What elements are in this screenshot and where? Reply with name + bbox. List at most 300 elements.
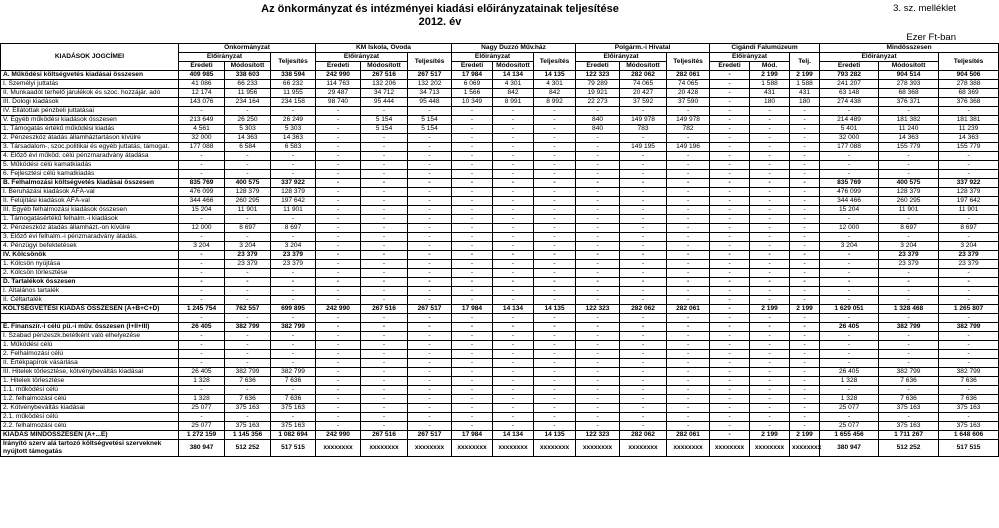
table-row [1,359,999,368]
table-cell: - [710,269,750,278]
table-cell: 375 163 [225,422,271,431]
table-row [1,332,999,341]
table-cell: - [939,287,999,296]
table-cell: - [271,215,316,224]
table-cell: - [225,161,271,170]
table-cell: - [710,296,750,305]
table-cell: - [408,359,452,368]
table-cell: - [939,278,999,287]
table-cell: - [361,107,408,116]
table-cell: 14 135 [534,431,576,440]
table-cell: - [939,350,999,359]
table-cell: 3 204 [225,242,271,251]
table-cell: - [493,134,534,143]
inst-header: Cigándi Falumúzeum [710,44,820,53]
table-cell: - [576,278,620,287]
table-cell: - [710,188,750,197]
table-cell: - [534,341,576,350]
table-cell: - [493,278,534,287]
table-cell: - [316,359,361,368]
table-cell: 282 062 [620,305,667,314]
table-cell: - [576,170,620,179]
table-cell: - [534,188,576,197]
table-cell: 26 405 [820,323,879,332]
table-cell: - [620,107,667,116]
table-cell: - [710,431,750,440]
table-cell: - [361,242,408,251]
table-cell: 2 199 [750,431,790,440]
table-cell: - [576,224,620,233]
document-year: 2012. év [418,16,462,28]
table-cell: 282 061 [667,305,710,314]
modositott-header: Módosított [879,62,939,71]
table-cell: - [361,197,408,206]
table-cell: 476 099 [179,188,225,197]
table-cell: - [667,170,710,179]
table-cell: - [790,224,820,233]
table-cell: 26 405 [820,368,879,377]
table-cell: - [361,377,408,386]
table-row [1,314,999,323]
table-cell: - [179,413,225,422]
table-cell: 380 947 [179,440,225,457]
table-cell: - [750,287,790,296]
table-cell: - [452,206,493,215]
table-cell: - [710,314,750,323]
table-cell: 11 956 [225,89,271,98]
row-label: 1. Támogatás értékű működési kiadás [1,125,179,134]
table-cell: - [225,413,271,422]
table-cell: - [790,359,820,368]
table-cell: - [493,377,534,386]
table-cell: - [316,368,361,377]
table-cell: - [820,359,879,368]
table-cell: - [790,413,820,422]
mod-header: Mód. [750,62,790,71]
table-cell: 23 379 [879,251,939,260]
table-cell: - [316,296,361,305]
table-cell: - [452,152,493,161]
table-cell: 375 163 [939,422,999,431]
table-cell: 2 199 [790,71,820,80]
table-row [1,116,999,125]
eloiranyzat-header: Előirányzat [452,53,534,62]
table-cell: 762 557 [225,305,271,314]
table-row [1,197,999,206]
table-row [1,80,999,89]
row-label [1,314,179,323]
table-cell: xxxxxxxx [667,440,710,457]
table-cell: - [576,350,620,359]
table-cell: 1 328 [179,377,225,386]
table-cell: - [710,260,750,269]
table-cell: - [576,143,620,152]
table-cell: 19 921 [576,89,620,98]
table-cell: 5 303 [271,125,316,134]
inst-header: KM Iskola, Óvoda [316,44,452,53]
table-cell: 376 368 [939,98,999,107]
table-row [1,350,999,359]
row-label: D. Tartalékok összesen [1,278,179,287]
table-cell: - [361,314,408,323]
table-cell: 267 516 [361,71,408,80]
row-label: III. Egyéb felhalmozási kiadások összesen [1,206,179,215]
table-cell: - [408,242,452,251]
table-cell: - [620,170,667,179]
table-cell: - [820,314,879,323]
table-cell: - [879,287,939,296]
table-cell: 149 978 [620,116,667,125]
table-cell: - [879,233,939,242]
table-cell: - [225,386,271,395]
table-cell: 1 245 754 [179,305,225,314]
row-label: I. Szabad pénzeszk.betétként való elhelyezése [1,332,179,341]
table-cell: - [576,395,620,404]
table-cell: - [750,188,790,197]
inst-header: Polgárm.-i Hivatal [576,44,710,53]
table-row [1,413,999,422]
table-cell: 6 069 [452,80,493,89]
table-cell: - [790,179,820,188]
table-cell: - [620,323,667,332]
table-cell: - [710,125,750,134]
table-cell: - [667,413,710,422]
table-cell: 132 206 [361,80,408,89]
table-cell: - [667,179,710,188]
table-cell: - [225,269,271,278]
table-cell: - [493,224,534,233]
table-cell: - [179,296,225,305]
table-cell: 5 154 [408,125,452,134]
table-cell: - [316,215,361,224]
table-cell: - [750,269,790,278]
table-cell: - [179,350,225,359]
table-cell: - [271,341,316,350]
table-cell: 282 061 [667,71,710,80]
table-cell: - [576,323,620,332]
table-cell: - [790,125,820,134]
table-cell: 382 799 [879,323,939,332]
annex-label: 3. sz. melléklet [893,3,956,14]
table-cell: 181 382 [879,116,939,125]
table-cell: - [361,161,408,170]
table-row [1,296,999,305]
table-cell: - [790,314,820,323]
table-cell: 904 514 [879,71,939,80]
row-label: I. Általános tartalék [1,287,179,296]
table-cell: 37 590 [667,98,710,107]
table-cell: - [620,350,667,359]
table-cell: - [408,287,452,296]
table-cell: 274 438 [820,98,879,107]
table-cell: - [316,125,361,134]
table-cell: 1 588 [750,80,790,89]
table-cell: - [452,323,493,332]
table-cell: 241 207 [820,80,879,89]
row-label: II. Munkaadót terhelő járulékok és szoc. hozzájár. adó [1,89,179,98]
table-cell: - [820,296,879,305]
table-cell: - [879,152,939,161]
table-cell: 95 444 [361,98,408,107]
table-cell: - [493,242,534,251]
table-cell: - [576,287,620,296]
table-cell: - [939,386,999,395]
table-row [1,224,999,233]
table-cell: 1 082 694 [271,431,316,440]
table-cell: - [271,269,316,278]
table-cell: 23 379 [271,260,316,269]
table-cell: 512 252 [879,440,939,457]
table-cell: 1 655 456 [820,431,879,440]
table-cell: - [452,179,493,188]
table-cell: - [750,116,790,125]
table-cell: - [750,296,790,305]
table-cell: 181 381 [939,116,999,125]
table-cell: - [361,188,408,197]
table-cell: - [452,296,493,305]
table-cell: - [620,314,667,323]
table-cell: - [408,179,452,188]
table-cell: - [534,332,576,341]
table-cell: - [750,179,790,188]
table-cell: - [667,260,710,269]
eredeti-header: Eredeti [576,62,620,71]
table-cell: 34 713 [408,89,452,98]
table-cell: 7 636 [271,395,316,404]
table-cell: - [493,197,534,206]
table-cell: 840 [576,116,620,125]
table-cell: - [408,368,452,377]
table-cell: - [620,161,667,170]
table-cell: - [361,251,408,260]
table-cell: - [271,152,316,161]
table-cell: - [271,278,316,287]
table-cell: - [710,287,750,296]
table-cell: - [493,116,534,125]
table-cell: xxxxxxxx [790,440,820,457]
table-cell: - [710,413,750,422]
row-label: II. Céltartalék [1,296,179,305]
table-cell: - [534,170,576,179]
row-label: 1. Kölcsön nyújtása [1,260,179,269]
table-cell: 5 154 [361,125,408,134]
table-cell: - [750,233,790,242]
table-cell: - [271,359,316,368]
table-cell: - [820,386,879,395]
table-cell: - [939,359,999,368]
table-cell: - [576,242,620,251]
table-cell: - [750,395,790,404]
table-cell: - [225,278,271,287]
table-cell: - [225,332,271,341]
table-cell: - [361,179,408,188]
table-cell: - [408,413,452,422]
table-cell: 23 379 [939,260,999,269]
table-cell: - [667,350,710,359]
table-cell: 344 466 [179,197,225,206]
modositott-header: Módosított [493,62,534,71]
table-cell: - [750,314,790,323]
table-cell: - [710,368,750,377]
table-cell: - [534,269,576,278]
table-cell: - [534,314,576,323]
eredeti-header: Eredeti [710,62,750,71]
table-cell: 7 636 [879,395,939,404]
row-label: 4. Pénzügyi befektetések [1,242,179,251]
table-cell: - [179,152,225,161]
table-cell: - [710,107,750,116]
table-cell: - [408,161,452,170]
table-cell: 234 164 [225,98,271,107]
table-cell: - [750,332,790,341]
row-label: 3. Előző évi felhalm.-i pénzmaradvány átadás. [1,233,179,242]
table-cell: - [452,233,493,242]
table-cell: 180 [790,98,820,107]
table-cell: - [316,422,361,431]
table-cell: - [493,269,534,278]
table-cell: - [710,305,750,314]
table-cell: 66 232 [271,80,316,89]
table-cell: 904 506 [939,71,999,80]
table-cell: 400 575 [225,179,271,188]
table-cell: 17 984 [452,431,493,440]
table-cell: 375 163 [271,422,316,431]
table-cell: - [620,404,667,413]
table-cell: - [820,341,879,350]
row-label: 2. Pénzeszköz átadás államházt.-on kívülre [1,224,179,233]
table-cell: 128 379 [225,188,271,197]
table-cell: - [408,332,452,341]
table-cell: 180 [750,98,790,107]
table-cell: - [179,278,225,287]
table-cell: 41 086 [179,80,225,89]
eredeti-header: Eredeti [452,62,493,71]
table-cell: - [620,377,667,386]
table-row [1,179,999,188]
table-cell: - [316,323,361,332]
table-cell: - [361,134,408,143]
table-cell: - [534,395,576,404]
table-row [1,422,999,431]
table-cell: - [493,404,534,413]
table-cell: - [620,206,667,215]
table-cell: 476 099 [820,188,879,197]
table-cell: 3 204 [879,242,939,251]
table-cell: - [452,278,493,287]
table-cell: - [667,206,710,215]
table-cell: 8 697 [879,224,939,233]
table-cell: 1 328 [820,395,879,404]
table-cell: 214 489 [820,116,879,125]
table-cell: - [620,287,667,296]
table-cell: - [620,422,667,431]
table-cell: - [750,224,790,233]
table-cell: - [710,179,750,188]
table-cell: - [939,161,999,170]
table-cell: 409 985 [179,71,225,80]
row-label: IV. Kölcsönök [1,251,179,260]
table-cell: - [620,332,667,341]
row-label: 2.1. működési célú [1,413,179,422]
table-cell: 26 405 [179,323,225,332]
table-cell: - [316,152,361,161]
table-cell: - [493,233,534,242]
table-cell: - [452,251,493,260]
table-cell: - [179,359,225,368]
table-cell: 1 566 [452,89,493,98]
table-cell: - [576,314,620,323]
table-cell: 25 077 [179,422,225,431]
table-cell: - [408,314,452,323]
table-cell: 375 163 [939,404,999,413]
table-cell: 23 379 [879,260,939,269]
table-cell: - [710,98,750,107]
table-row [1,134,999,143]
table-cell: - [790,116,820,125]
unit-label: Ezer Ft-ban [906,32,956,43]
table-cell: - [534,368,576,377]
table-cell: - [316,251,361,260]
table-cell: - [750,125,790,134]
table-cell: - [493,332,534,341]
table-cell: - [534,143,576,152]
row-label: KÖLTSÉGVETÉSI KIADÁS ÖSSZESEN (A+B+C+D) [1,305,179,314]
table-cell: xxxxxxxx [493,440,534,457]
table-cell: 375 163 [879,404,939,413]
table-cell: - [316,278,361,287]
row-label: 6. Fejlesztési célú kamatkiadás [1,170,179,179]
table-cell: 98 740 [316,98,361,107]
table-cell: 431 [750,89,790,98]
table-cell: - [271,107,316,116]
table-cell: - [710,206,750,215]
table-cell: - [493,386,534,395]
table-cell: - [667,332,710,341]
table-cell: 122 323 [576,305,620,314]
table-cell: - [790,170,820,179]
table-row [1,71,999,80]
table-cell: - [408,278,452,287]
row-label: 1.1. működési célú [1,386,179,395]
table-cell: - [534,296,576,305]
table-cell: - [179,314,225,323]
table-cell: - [576,206,620,215]
table-cell: - [620,215,667,224]
table-cell: - [316,206,361,215]
table-cell: - [316,224,361,233]
table-cell: - [452,197,493,206]
table-cell: 242 990 [316,71,361,80]
table-cell: - [620,224,667,233]
table-cell: - [576,368,620,377]
table-cell: - [493,179,534,188]
table-cell: - [225,215,271,224]
table-cell: - [710,143,750,152]
row-label: I. Beruházási kiadások ÁFÁ-val [1,188,179,197]
table-cell: - [408,341,452,350]
table-cell: 260 295 [879,197,939,206]
table-cell: - [534,197,576,206]
modositott-header: Módosított [620,62,667,71]
table-cell: - [452,350,493,359]
table-row [1,305,999,314]
table-row [1,251,999,260]
table-cell: 6 584 [225,143,271,152]
table-cell: - [620,368,667,377]
table-cell: xxxxxxxx [452,440,493,457]
table-cell: - [534,287,576,296]
row-label: A. Működési költségvetés kiadásai összesen [1,71,179,80]
